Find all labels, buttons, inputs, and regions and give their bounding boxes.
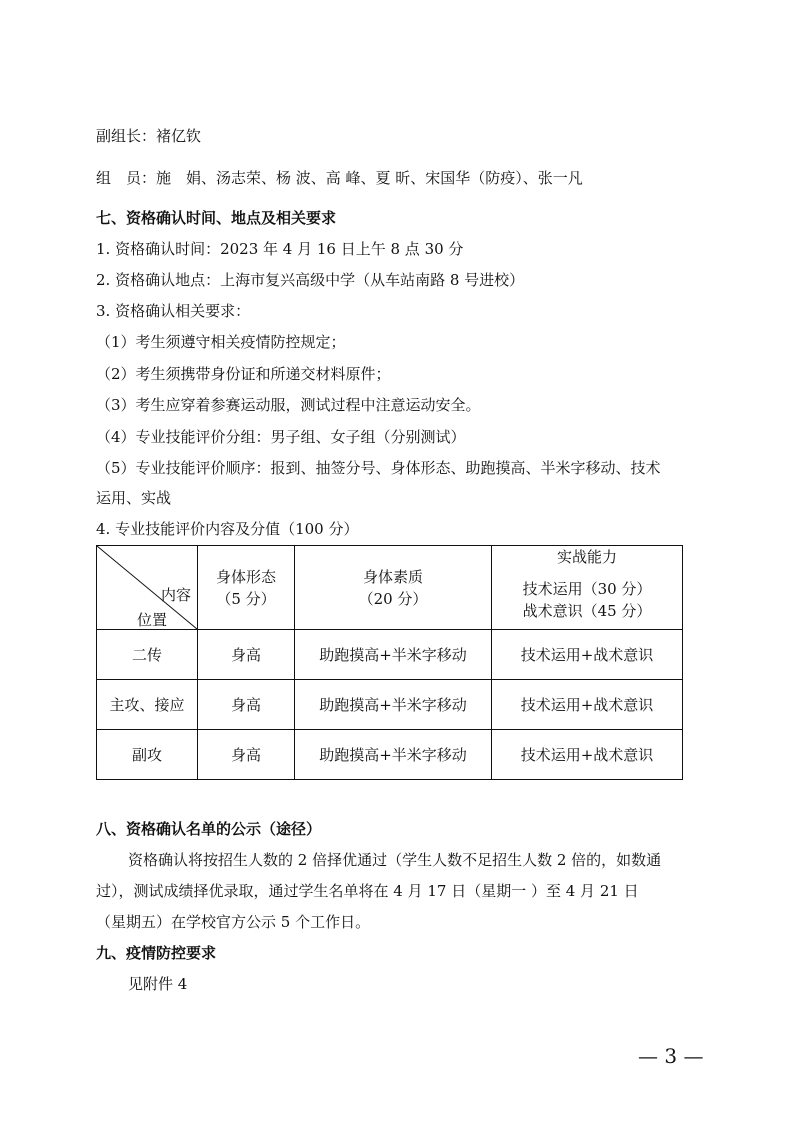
cell-combat: 技术运用+战术意识	[492, 730, 683, 780]
cell-position: 副攻	[97, 730, 198, 780]
fitness-title: 身体素质	[362, 567, 423, 586]
requirement-5-line-1: （5）专业技能评价顺序：报到、抽签分号、身体形态、助跑摸高、半米字移动、技术	[96, 459, 661, 477]
combat-tactic-score: 战术意识（45 分）	[522, 601, 652, 620]
cell-combat: 技术运用+战术意识	[492, 680, 683, 730]
members-line: 组 员：施 娟、汤志荣、杨 波、高 峰、夏 昕、宋国华（防疫）、张一凡	[96, 169, 583, 187]
body-shape-score: （5 分）	[216, 589, 276, 608]
cell-shape: 身高	[198, 630, 295, 680]
section-9-text: 见附件 4	[128, 975, 188, 993]
combat-tech-score: 技术运用（30 分）	[522, 579, 652, 598]
item-1-time: 1. 资格确认时间：2023 年 4 月 16 日上午 8 点 30 分	[96, 240, 464, 258]
table-row	[97, 680, 683, 730]
table-header-row	[97, 546, 683, 630]
item-3-requirements: 3. 资格确认相关要求：	[96, 302, 251, 320]
requirement-3: （3）考生应穿着参赛运动服，测试过程中注意运动安全。	[96, 396, 481, 414]
cell-shape: 身高	[198, 730, 295, 780]
cell-fitness: 助跑摸高+半米字移动	[295, 630, 492, 680]
requirement-2: （2）考生须携带身份证和所递交材料原件；	[96, 365, 391, 383]
table-row	[97, 630, 683, 680]
cell-position: 主攻、接应	[97, 680, 198, 730]
page-number: — 3 —	[638, 1044, 704, 1068]
corner-content-label: 内容	[160, 586, 191, 604]
combat-title: 实战能力	[556, 547, 617, 566]
corner-position-label: 位置	[137, 611, 168, 629]
cell-combat: 技术运用+战术意识	[492, 630, 683, 680]
requirement-5-line-2: 运用、实战	[96, 489, 172, 507]
item-2-location: 2. 资格确认地点：上海市复兴高级中学（从车站南路 8 号进校）	[96, 271, 525, 289]
section-8-para-line-1: 资格确认将按招生人数的 2 倍择优通过（学生人数不足招生人数 2 倍的，如数通	[128, 851, 662, 869]
section-7-heading: 七、资格确认时间、地点及相关要求	[96, 209, 337, 227]
corner-header-cell	[97, 546, 198, 630]
section-8-para-line-3: （星期五）在学校官方公示 5 个工作日。	[96, 913, 371, 931]
body-shape-title: 身体形态	[215, 567, 276, 586]
cell-shape: 身高	[198, 680, 295, 730]
cell-fitness: 助跑摸高+半米字移动	[295, 730, 492, 780]
header-fitness	[295, 546, 492, 630]
cell-fitness: 助跑摸高+半米字移动	[295, 680, 492, 730]
section-8-heading: 八、资格确认名单的公示（途径）	[96, 820, 322, 838]
header-body-shape	[198, 546, 295, 630]
table-row	[97, 730, 683, 780]
requirement-1: （1）考生须遵守相关疫情防控规定；	[96, 333, 346, 351]
section-8-para-line-2: 过），测试成绩择优录取，通过学生名单将在 4 月 17 日（星期一 ）至 4 月 21 日	[96, 882, 639, 900]
requirement-4: （4）专业技能评价分组：男子组、女子组（分别测试）	[96, 428, 466, 446]
vice-leader-line: 副组长：褚亿钦	[96, 127, 202, 145]
fitness-score: （20 分）	[358, 589, 428, 608]
header-combat	[492, 546, 683, 630]
section-9-heading: 九、疫情防控要求	[96, 944, 217, 962]
cell-position: 二传	[97, 630, 198, 680]
item-4-content: 4. 专业技能评价内容及分值（100 分）	[96, 520, 359, 538]
evaluation-table	[96, 545, 683, 780]
